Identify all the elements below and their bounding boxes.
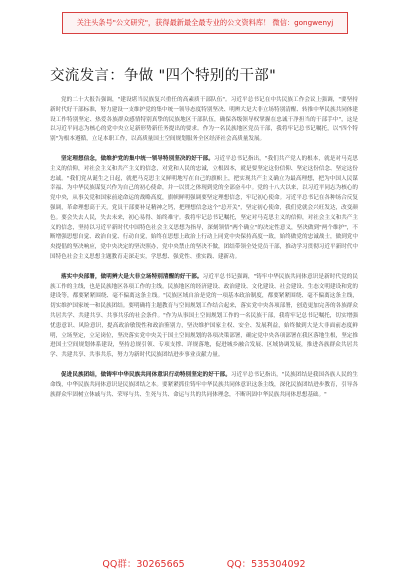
paragraph xyxy=(50,371,358,400)
paragraph xyxy=(50,273,358,361)
paragraph-lead: 坚定理想信念，做维护党的集中统一领导特别坚决的好干部。 xyxy=(61,155,214,162)
footer-contact xyxy=(0,556,408,570)
promo-banner: 关注头条号"公文研究"，获得最新最全最专业的公文资料库！ 微信：gongwenyj xyxy=(62,12,348,34)
paragraph-text: 习近平总书记指出，"我们共产党人的根本，就是对马克思主义的信仰，对社会主义和共产主义的信念，对党和人民的忠诚，立根固本，就是要坚定这份信仰、坚定这份信念、坚定这份忠诚。"我们党从诞生之日起，就把马克思主义鲜明地写在自己的旗帜上，把实现共产主义确立为最高理想，把为中国人民谋幸福、为中华民族谋复兴作为自己的初心使命，并一以贯之体现到党的全部奋斗中。党的十八大以来，以习近平同志为核心的党中央，从事关党和国家前途命运的战略高度，旗帜鲜明强调要坚定理想信念，牢记初心使命。习近平总书记在各种场合反复强调，革命理想高于天，党员干部要补足精神之钙，把理想信念这个"总开关"，坚定初心使命，我们党就会兴旺发达，改变颜色。要会失去人民，失去未来，初心易得、始终难守。我将牢记总书记嘱托，坚定对马克思主义的信仰，对社会主义和共产主义的信念，坚持以习近平新时代中国特色社会主义思想为指导，深刻领悟"两个确立"的决定性意义，坚决做到"两个维护"，不断增强思想自觉、政治自觉、行动自觉，始终在思想上政治上行动上同党中央保持高度一致，始终做党的忠诚战士，做到党中央提倡的坚决响应，党中央决定的坚决照办，党中央禁止的坚决不做，团结带领全处党员干部，推动学习贯彻习近平新时代中国特色社会主义思想主题教育走深走实，学思想、强党性、重实践、建新功。 xyxy=(50,155,358,260)
paragraph-lead: 促进民族团结，做铸牢中华民族共同体意识行动特别坚定的好干部。 xyxy=(61,371,231,378)
qq-text: QQ：535304092 xyxy=(226,559,306,570)
page-title: 交流发言：争做 "四个特别的干部" xyxy=(50,68,277,84)
paragraph xyxy=(50,155,358,263)
article-body xyxy=(50,96,358,538)
paragraph-text: 党的二十大报告强调，"建设堪当民族复兴重任的高素质干部队伍"。习近平总书记在中共民族工作会议上强调，"要坚持新时代好干部标准，努力建设一支维护党的集中统一领导态度特别坚决、明辨大是大非立场特别清醒、转推中华民族共同体建设工作特别坚定、热爱各族群众感情特别真挚的民族地区干部队伍，确保各级领导权掌握在忠诚干净担当的干部手中"，这是以习近平同志为核心的党中央立足新形势新任务提出的要求。作为一名民族地区党员干部，我将牢记总书记嘱托，以"四个特别"为根本遵循，立足本职工作，以高质量国土空间规划服务全区经济社会高质量发展。 xyxy=(50,97,358,143)
paragraph-lead: 落实中央部署，做明辨大是大非立场特别清醒的好干部。 xyxy=(61,273,203,280)
qq-group-text: QQ群：30265665 xyxy=(102,559,185,570)
paragraph-text: 习近平总书记指出，"民族团结是我国各族人民的生命线，中华民族共同体意识是民族团结之本。要紧紧抓住铸牢中华民族共同体意识这条主线，深化民族团结进步教育，引导各族群众牢固树立休戚与共、荣辱与共、生死与共、命运与共的共同体理念，不断巩固中华民族共同体思想基础。" xyxy=(50,371,358,398)
paragraph-text: 习近平总书记强调，"铸牢中华民族共同体意识是新时代党的民族工作的主线，也是民族地区各项工作的主线。民族地区的经济建设、政治建设、文化建设、社会建设、生态文明建设和党的建设等，都要紧紧围绕、毫不偏离这条主线。"民族区域自治是党的一项基本政治制度，都要紧紧围绕、毫不偏离这条主线，切实维护国家统一和民族团结。要明确将主题教育与空间规划工作结合起来，落实党中央各项部署，创造更加完善的各族群众共居共学、共建共享、共事共乐的社会条件。"作为从事国土空间规划工作的一名民族干部，我将牢记总书记嘱托，切实增强忧患意识、风险意识，提高政治敏锐性和政治鉴别力，坚决维护国家主权、安全、发展利益，始终做到大是大非面前态度鲜明，立场坚定，立足岗位，坚决落实党中央关于国土空间规划的各项决策部署，确定党中央各项部署在我区落地生根，坚定推进国土空间规划体系建设，坚持总规引领、专项支撑、详规落地，促进城乡融合发展、区域协调发展，推进各族群众共居共学、共建共享、共事共乐，努力为新时代民族团结进步事业贡献力量。 xyxy=(50,273,358,359)
paragraph xyxy=(50,96,358,145)
